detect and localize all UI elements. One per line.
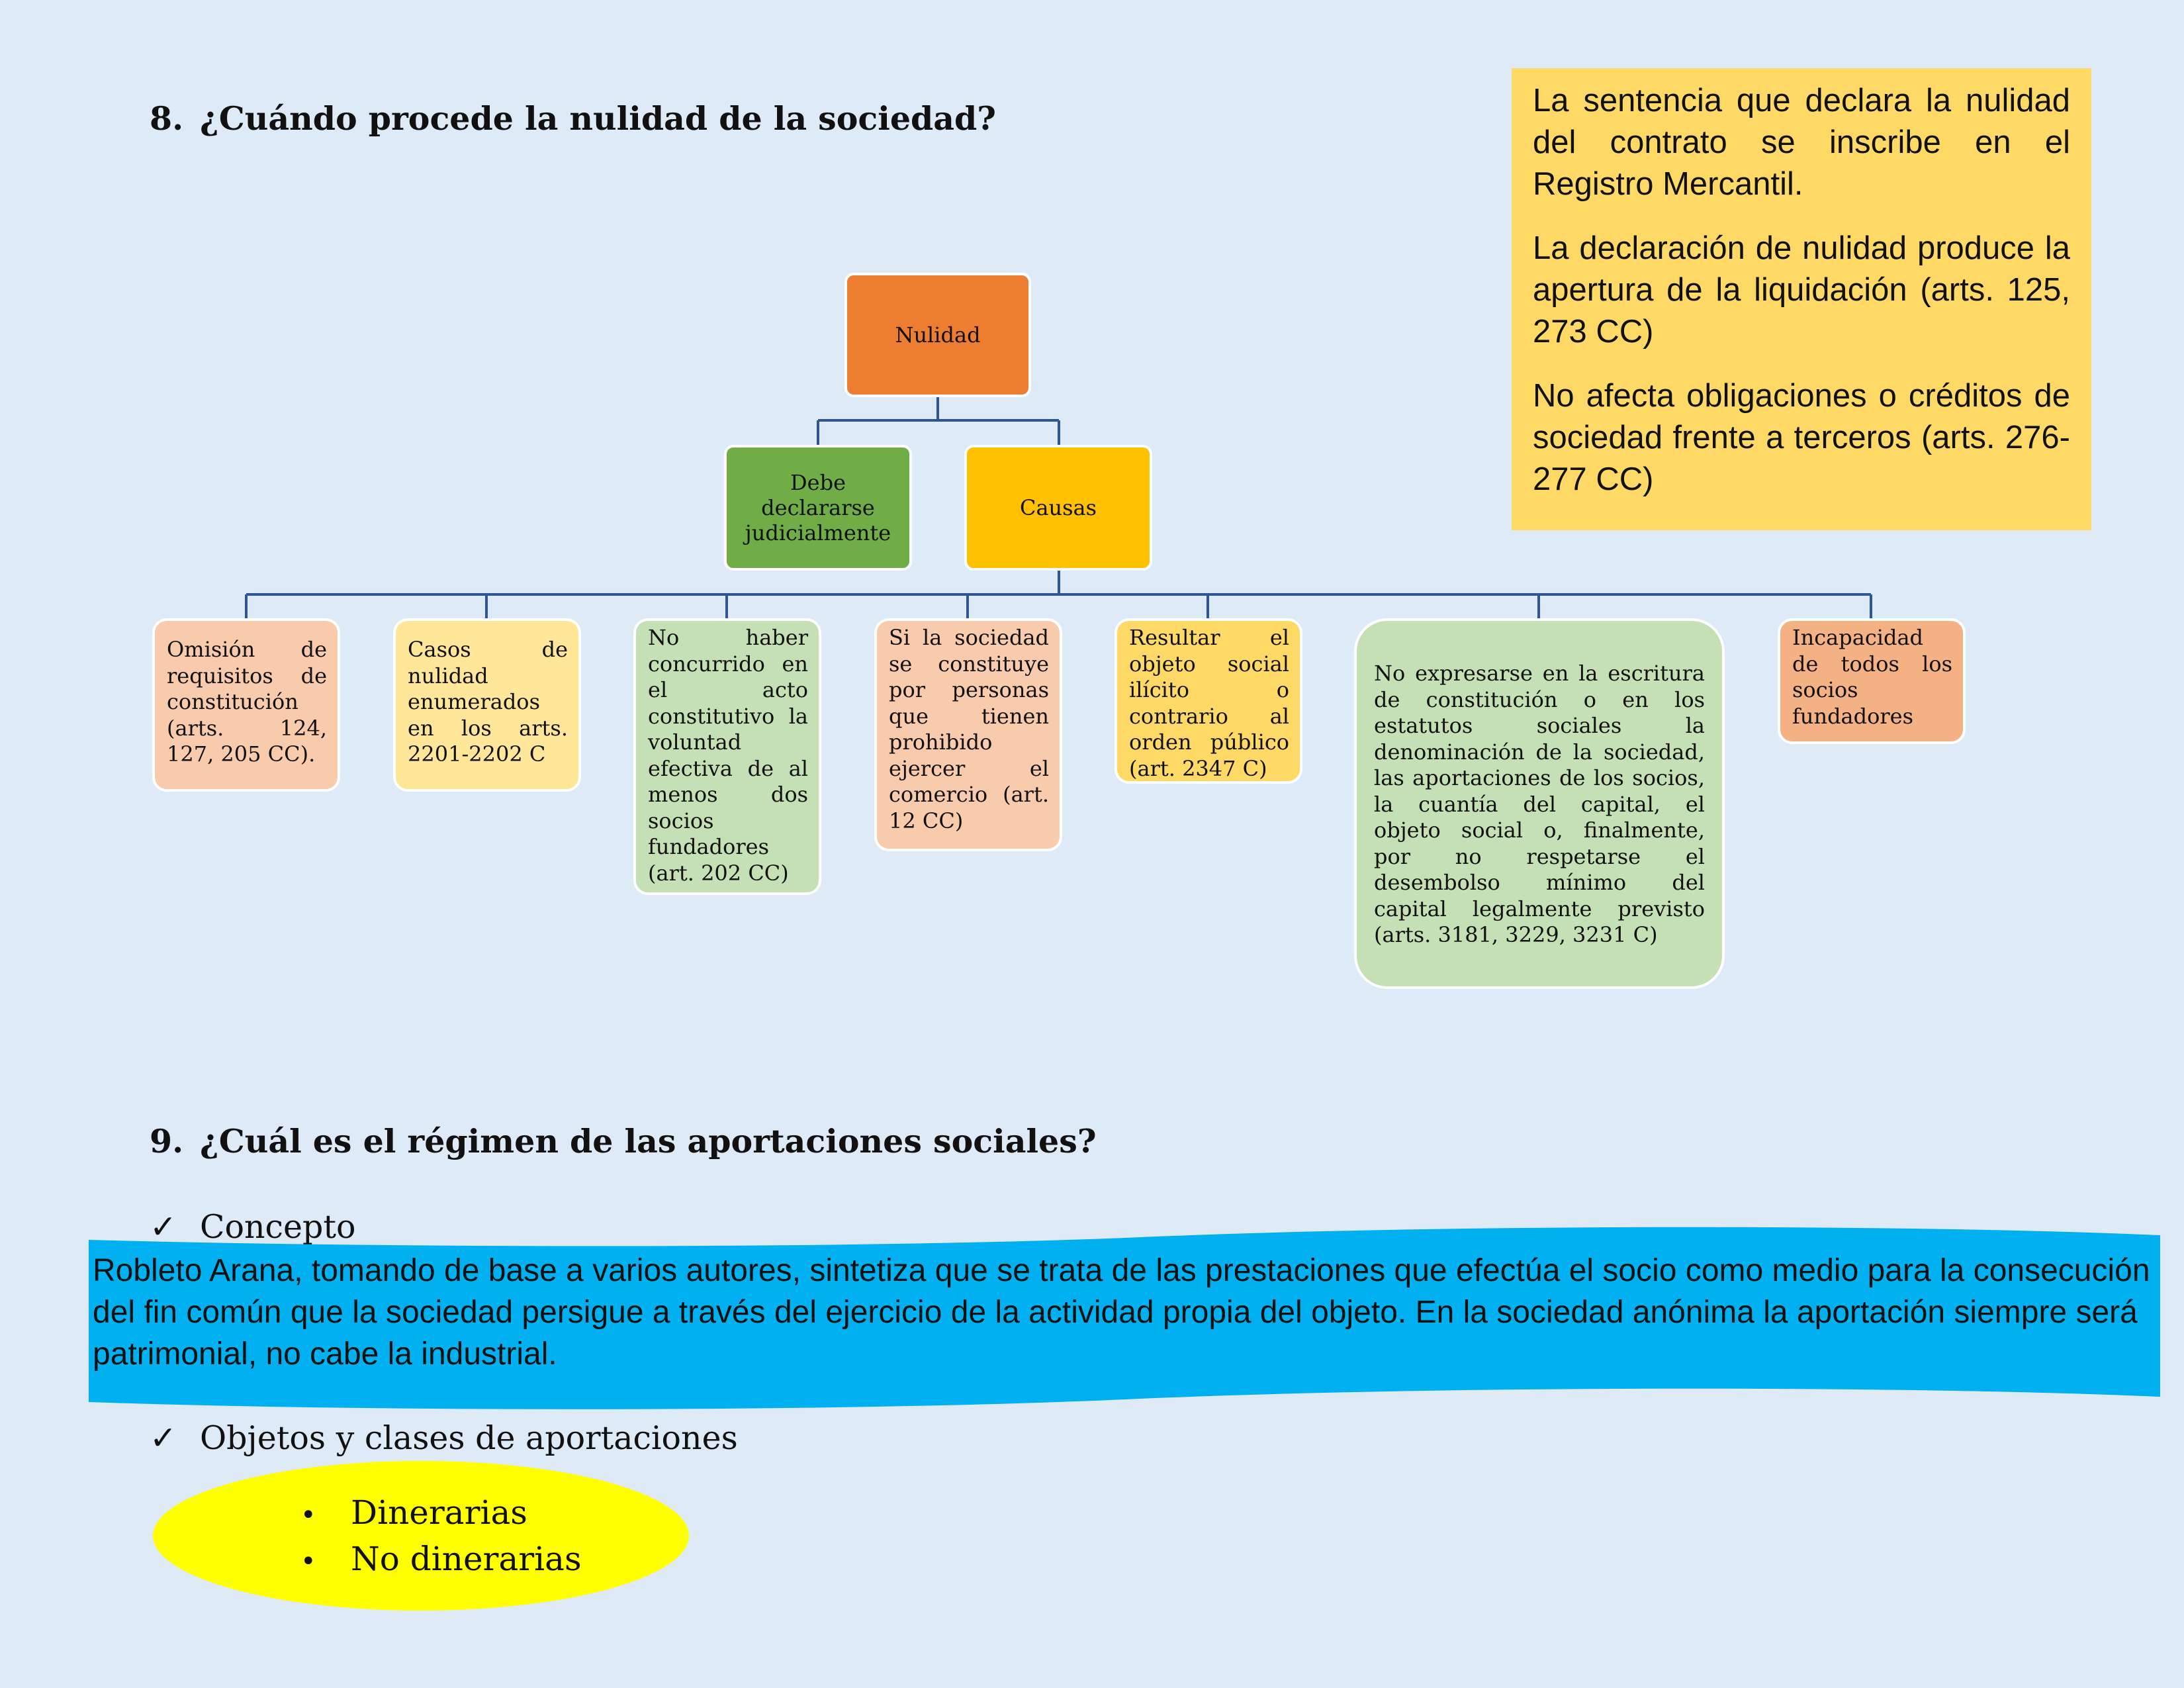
cause-prohibido-comercio: Si la sociedad se constituye por personas que tienen prohibido ejercer el comercio (art. 12 CC) [874, 618, 1062, 851]
list-item [300, 1537, 582, 1583]
note-paragraph: La sentencia que declara la nulidad del contrato se inscribe en el Registro Mercantil. [1533, 83, 2070, 202]
checkmark-icon: ✓ [150, 1208, 177, 1246]
cause-omision-requisitos: Omisión de requisitos de constitución (arts. 124, 127, 205 CC). [152, 618, 340, 792]
question-text: ¿Cuándo procede la nulidad de la sociedad? [200, 99, 997, 138]
cause-no-expresarse: No expresarse en la escritura de constitución o en los estatutos sociales la denominación de la sociedad, las aportaciones de los socios, la cuantía del capital, el objeto social o, finalmente, por no respetarse el desembolso mínimo del capital legalmente previsto (arts. 3181, 3229, 3231 C) [1354, 618, 1725, 989]
node-causas: Causas [964, 445, 1152, 571]
list-item-label: Dinerarias [351, 1493, 527, 1532]
note-paragraph: La declaración de nulidad produce la apertura de la liquidación (arts. 125, 273 CC) [1533, 230, 2070, 350]
bullet-icon: • [300, 1546, 316, 1577]
aportaciones-list [300, 1491, 582, 1583]
note-paragraph: No afecta obligaciones o créditos de sociedad frente a terceros (arts. 276-277 CC) [1533, 378, 2070, 497]
banner-text: Robleto Arana, tomando de base a varios autores, sintetiza que se trata de las prestaciones que efectúa el socio como medio para la consecución del fin común que la sociedad persigue a través del ejercicio de la actividad propia del objeto. En la sociedad anónima la aportación siempre será patrimonial, no cabe la industrial. [93, 1253, 2150, 1372]
cause-casos-nulidad: Casos de nulidad enumerados en los arts. 2201-2202 C [393, 618, 581, 792]
question-number: 8. [150, 99, 184, 138]
question-text: ¿Cuál es el régimen de las aportaciones sociales? [200, 1122, 1097, 1160]
bullet-icon: • [300, 1500, 316, 1530]
cause-voluntad-socios: No haber concurrido en el acto constitutivo la voluntad efectiva de al menos dos socios fundadores (art. 202 CC) [633, 618, 821, 895]
checkmark-icon: ✓ [150, 1419, 177, 1457]
cause-objeto-ilicito: Resultar el objeto social ilícito o contrario al orden público (art. 2347 C) [1115, 618, 1302, 784]
list-item [300, 1491, 582, 1537]
concepto-label: Concepto [200, 1208, 356, 1246]
cause-incapacidad: Incapacidad de todos los socios fundadores [1778, 618, 1966, 744]
node-debe-declararse: Debe declararse judicialmente [724, 445, 912, 571]
list-item-label: No dinerarias [351, 1540, 582, 1578]
question-number: 9. [150, 1122, 184, 1160]
objetos-label: Objetos y clases de aportaciones [200, 1419, 738, 1457]
node-nulidad: Nulidad [844, 273, 1031, 397]
